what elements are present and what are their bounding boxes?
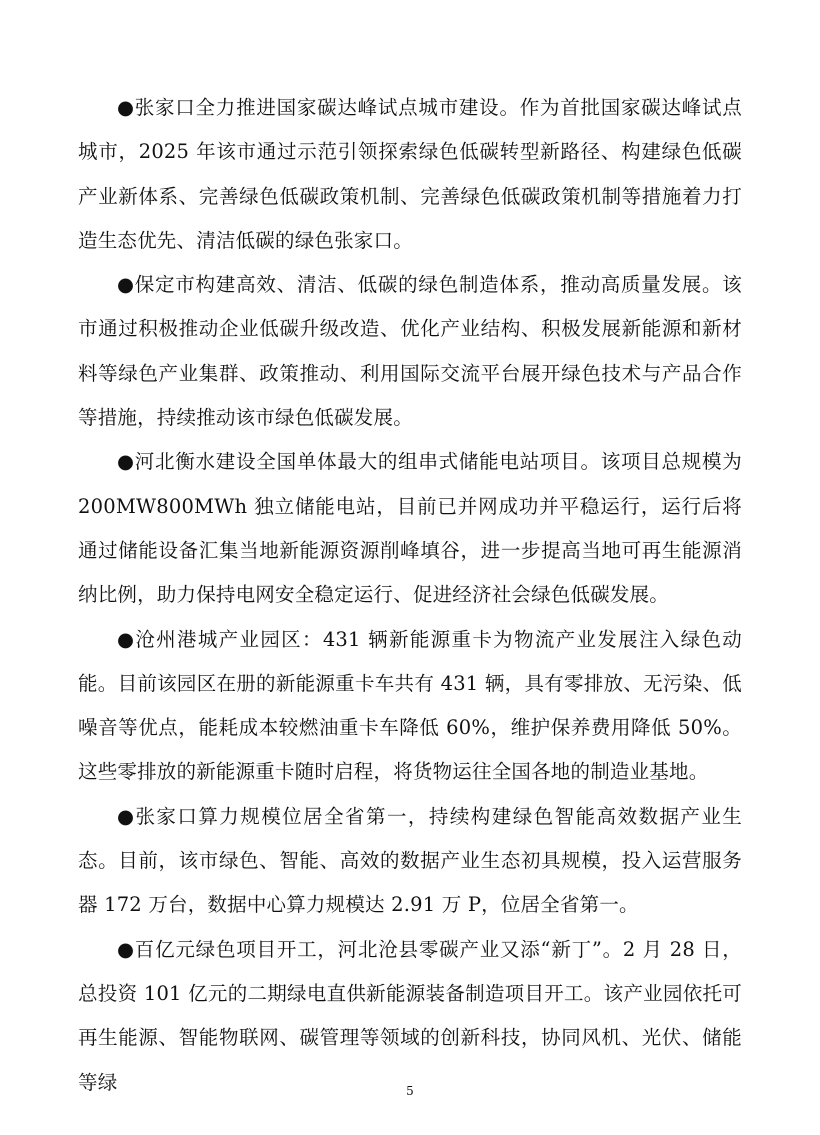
paragraph-cangzhou-heavy-trucks: ●沧州港城产业园区：431 辆新能源重卡为物流产业发展注入绿色动能。目前该园区在册的新能源重卡车共有 431 辆，具有零排放、无污染、低噪音等优点，能耗成本较燃油重卡车降低 60%，维护保养费用降低 50%。这些零排放的新能源重卡随时启程，将货物运往全国各地的制造业基地。 [78, 627, 742, 784]
paragraph-zhangjiakou-computing-power: ●张家口算力规模位居全省第一，持续构建绿色智能高效数据产业生态。目前，该市绿色、智能、高效的数据产业生态初具规模，投入运营服务器 172 万台，数据中心算力规模达 2.91 万 P，位居全省第一。 [78, 804, 742, 917]
document-body [78, 86, 742, 1105]
paragraph-zhangjiakou-carbon-peak: ●张家口全力推进国家碳达峰试点城市建设。作为首批国家碳达峰试点城市，2025 年该市通过示范引领探索绿色低碳转型新路径、构建绿色低碳产业新体系、完善绿色低碳政策机制、完善绿色低碳政策机制等措施着力打造生态优先、清洁低碳的绿色张家口。 [78, 96, 742, 252]
paragraph-cangxian-zero-carbon-project: ●百亿元绿色项目开工，河北沧县零碳产业又添“新丁”。2 月 28 日，总投资 101 亿元的二期绿电直供新能源装备制造项目开工。该产业园依托可再生能源、智能物联网、碳管理等领域的创新科技，协同风机、光伏、储能等绿 [78, 937, 742, 1094]
paragraph-baoding-green-manufacturing: ●保定市构建高效、清洁、低碳的绿色制造体系，推动高质量发展。该市通过积极推动企业低碳升级改造、优化产业结构、积极发展新能源和新材料等绿色产业集群、政策推动、利用国际交流平台展开绿色技术与产品合作等措施，持续推动该市绿色低碳发展。 [78, 273, 742, 430]
paragraph-hengshui-energy-storage: ●河北衡水建设全国单体最大的组串式储能电站项目。该项目总规模为200MW800MWh 独立储能电站，目前已并网成功并平稳运行，运行后将通过储能设备汇集当地新能源资源削峰填谷，进一步提高当地可再生能源消纳比例，助力保持电网安全稳定运行、促进经济社会绿色低碳发展。 [78, 450, 742, 607]
page-number: 5 [406, 1084, 414, 1098]
